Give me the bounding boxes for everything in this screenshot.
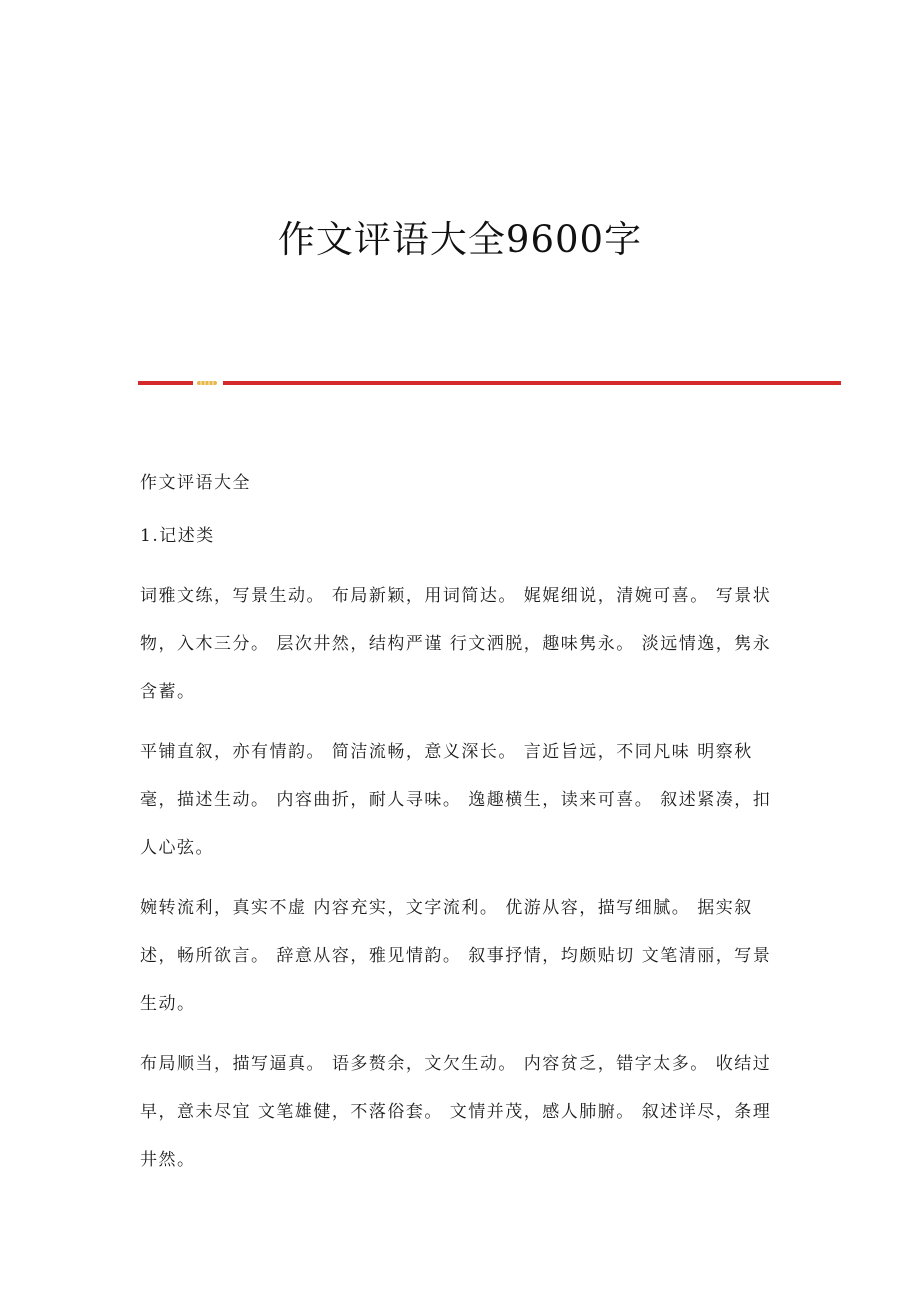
paragraph: 婉转流利，真实不虚 内容充实，文字流利。 优游从容，描写细腻。 据实叙述，畅所欲言。 辞意从容，雅见情韵。 叙事抒情，均颇贴切 文笔清丽，写景生动。 bbox=[140, 898, 772, 1014]
paragraph: 布局顺当，描写逼真。 语多赘余，文欠生动。 内容贫乏，错字太多。 收结过早，意未尽宜 文笔雄健，不落俗套。 文情并茂，感人肺腑。 叙述详尽，条理井然。 bbox=[140, 1054, 772, 1170]
document-subtitle: 作文评语大全 bbox=[140, 473, 251, 493]
section-heading: 1.记述类 bbox=[140, 526, 215, 546]
page-title: 作文评语大全9600字 bbox=[277, 218, 643, 261]
document-body bbox=[140, 466, 785, 1202]
divider-bar-right bbox=[223, 381, 841, 385]
divider-bar-left bbox=[138, 381, 193, 385]
divider-ornament-icon bbox=[196, 379, 218, 387]
paragraph: 词雅文练，写景生动。 布局新颖，用词简达。 娓娓细说，清婉可喜。 写景状物，入木三分。 层次井然，结构严谨 行文洒脱，趣味隽永。 淡远情逸，隽永含蓄。 bbox=[140, 586, 772, 702]
paragraph: 平铺直叙，亦有情韵。 简洁流畅，意义深长。 言近旨远，不同凡味 明察秋毫，描述生动。 内容曲折，耐人寻味。 逸趣横生，读来可喜。 叙述紧凑，扣人心弦。 bbox=[140, 742, 772, 858]
title-divider bbox=[138, 378, 841, 388]
